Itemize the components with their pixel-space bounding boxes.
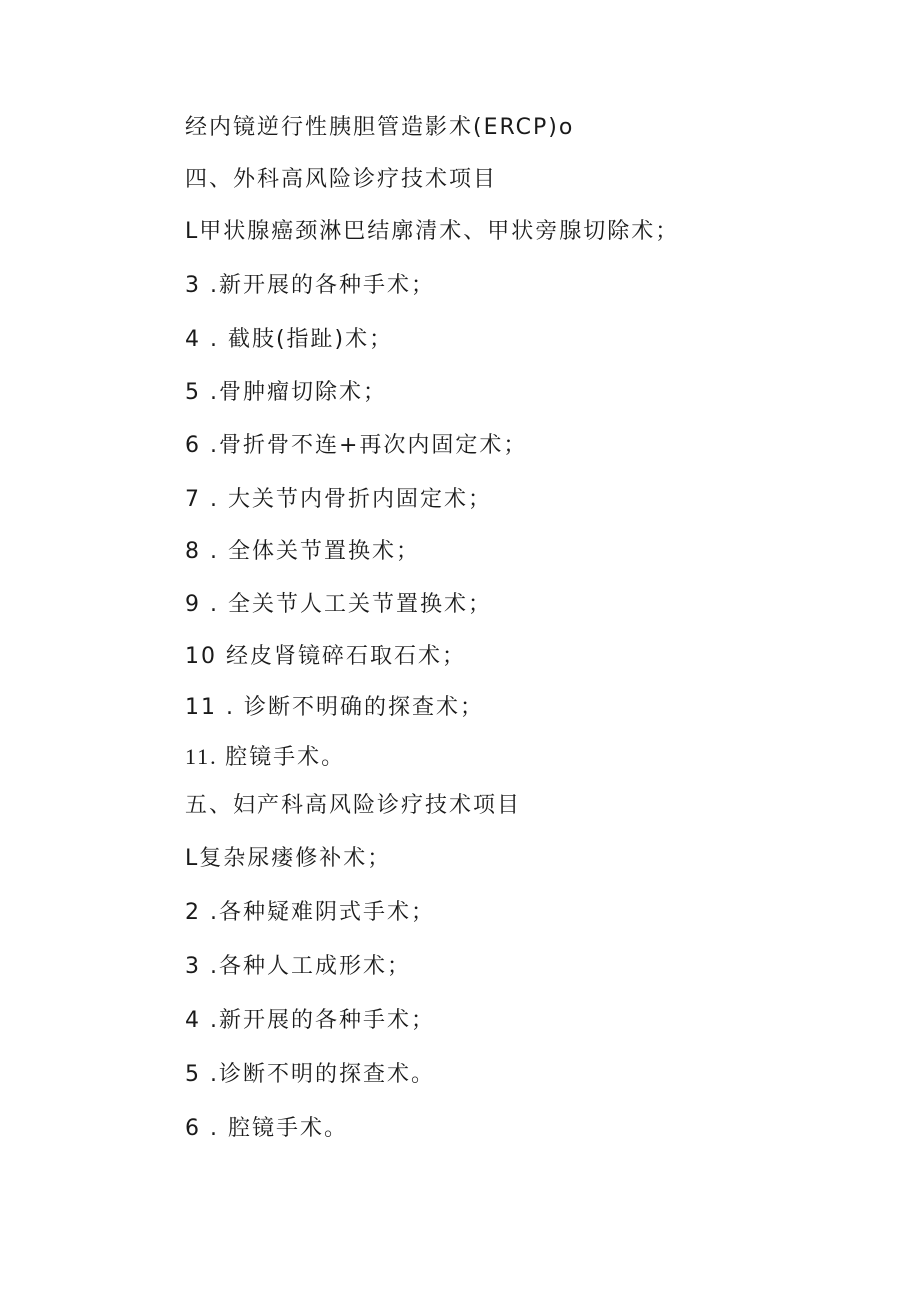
list-item: 2 .各种疑难阴式手术； (185, 900, 435, 925)
section-heading-obstetrics: 五、妇产科高风险诊疗技术项目 (185, 793, 522, 818)
list-item: 5 .诊断不明的探查术。 (185, 1062, 435, 1087)
section-heading-surgery: 四、外科高风险诊疗技术项目 (185, 167, 498, 192)
list-item: 3 .各种人工成形术； (185, 954, 411, 979)
list-item: 6 .骨折骨不连+再次内固定术； (185, 433, 528, 458)
list-item: L复杂尿瘘修补术； (185, 846, 392, 871)
list-item: 5 .骨肿瘤切除术； (185, 380, 387, 405)
list-item: 10 经皮肾镜碎石取石术； (185, 644, 466, 669)
list-item: 9 . 全关节人工关节置换术； (185, 592, 492, 617)
list-item: 11. 腔镜手术。 (185, 744, 346, 769)
list-item: 6 . 腔镜手术。 (185, 1116, 348, 1141)
list-item: 4 . 截肢(指趾)术； (185, 327, 394, 352)
list-item: 11 . 诊断不明确的探查术； (185, 695, 484, 720)
text-line-ercp: 经内镜逆行性胰胆管造影术(ERCP)o (185, 115, 575, 140)
list-item: 3 .新开展的各种手术； (185, 273, 435, 298)
list-item: 7 . 大关节内骨折内固定术； (185, 487, 492, 512)
list-item: L甲状腺癌颈淋巴结廓清术、甲状旁腺切除术； (185, 219, 680, 244)
list-item: 4 .新开展的各种手术； (185, 1008, 435, 1033)
list-item: 8 . 全体关节置换术； (185, 539, 420, 564)
